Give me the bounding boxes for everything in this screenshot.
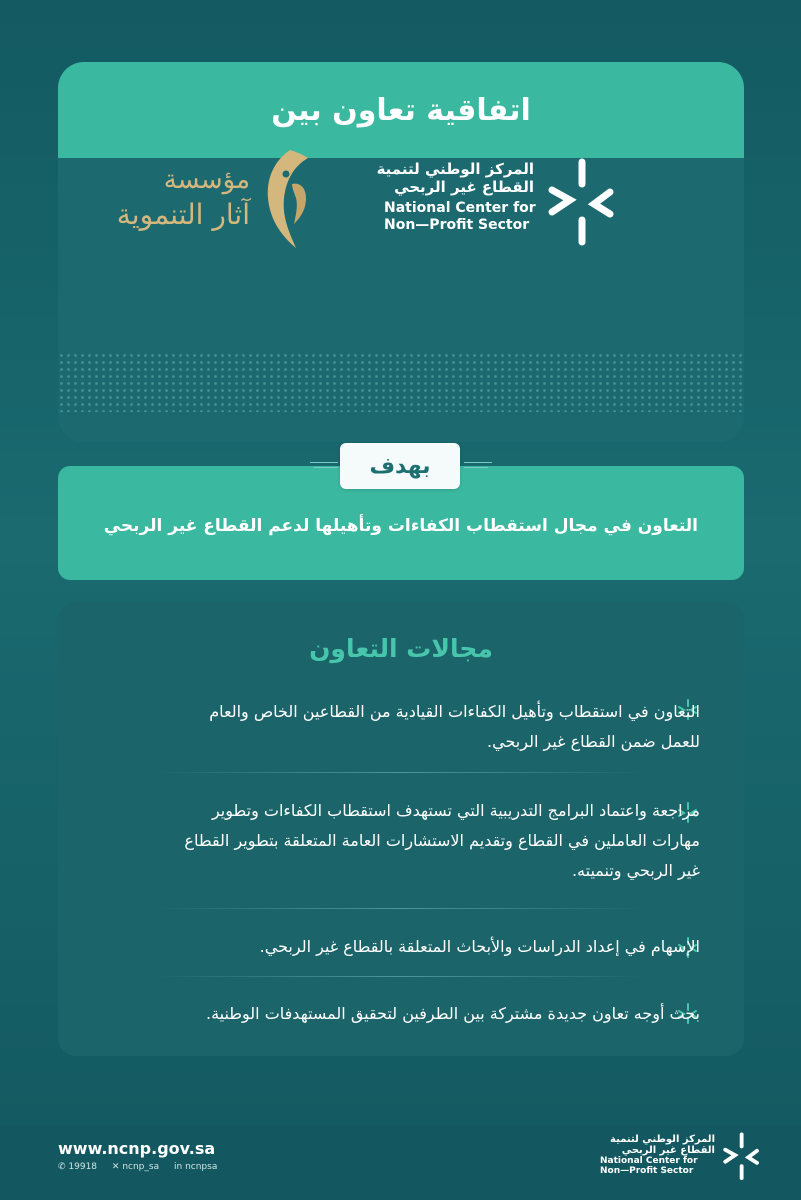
ncnp-logo [376,150,614,250]
divider [150,772,650,773]
dotted-pattern [58,352,744,412]
athar-name-line1: مؤسسة [163,165,250,195]
ncnp-star-icon [544,154,614,249]
footer-arabic-name: المركز الوطني لتنمية القطاع غير الربحي [610,1134,715,1156]
athar-logo [90,140,320,260]
list-item: الإسهام في إعداد الدراسات والأبحاث المتعلقة بالقطاع غير الربحي. [259,937,700,956]
athar-name-line2: آثار التنموية [116,198,250,231]
list-item: مراجعة واعتماد البرامج التدريبية التي تستهدف استقطاب الكفاءات وتطوير مهارات العاملين في القطاع وتقديم الاستشارات العامة المتعلقة بتطوير القطاع غير الربحي وتنميته. [184,801,700,880]
divider [150,908,650,909]
fields-title: مجالات التعاون [309,634,493,663]
list-item: بحث أوجه تعاون جديدة مشتركة بين الطرفين لتحقيق المستهدفات الوطنية. [205,1004,700,1023]
ncnp-english-name: National Center for Non—Profit Sector [384,200,536,233]
athar-emblem-icon [256,144,320,254]
divider [150,976,650,977]
ncnp-arabic-name: المركز الوطني لتنمية القطاع غير الربحي [376,160,534,196]
phone-contact[interactable]: ✆ 19918 [58,1162,98,1172]
social-links [58,1162,229,1172]
goal-tag: بهدف [340,443,460,489]
list-item: التعاون في استقطاب وتأهيل الكفاءات القيادية من القطاعين الخاص والعام للعمل ضمن القطاع غير الربحي. [209,702,700,751]
linkedin-link[interactable]: in ncnpsa [173,1162,218,1172]
website-link[interactable]: www.ncnp.gov.sa [58,1139,216,1158]
page-title: اتفاقية تعاون بين [271,92,531,128]
twitter-link[interactable]: ✕ ncnp_sa [111,1162,160,1172]
footer-ncnp-logo [600,1128,760,1184]
goal-text: التعاون في مجال استقطاب الكفاءات وتأهيلها لدعم القطاع غير الربحي [103,516,698,536]
footer-star-icon [720,1130,760,1182]
footer-english-name: National Center for Non—Profit Sector [600,1156,698,1176]
